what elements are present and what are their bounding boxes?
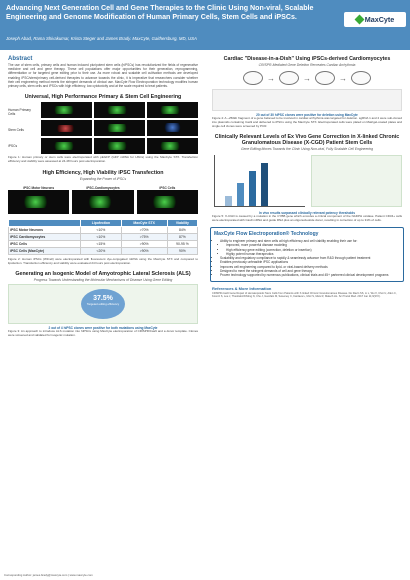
maxcyte-box-title: MaxCyte Flow Electroporation® Technology <box>214 230 319 237</box>
als-badge-sub: Targeted editing efficiency <box>86 302 120 307</box>
ipsc-panel <box>137 186 198 214</box>
als-badge-value: 37.5% <box>93 295 113 303</box>
table-row <box>9 247 198 254</box>
arrow-icon: → <box>267 73 275 83</box>
panel-label: iPSC Cells <box>159 185 176 190</box>
cgd-figure <box>208 151 406 211</box>
als-caption: Figure 3: An approach to introduce ALS mutation into hiPSCs using MaxCyte electroporation of CRISPR/Cas9 and a donor template. Clones were screened and validated for isogenic mutation. <box>8 329 198 338</box>
table-cell: >90% <box>121 240 167 247</box>
microscopy-image <box>147 102 198 118</box>
ipsc-title: High Efficiency, High Viability iPSC Transfection <box>42 169 164 176</box>
gel-image <box>212 89 402 111</box>
table-row <box>9 226 198 233</box>
poster-authors: Joseph Abad, Rama Shivakumar, Krista Steger and James Brady. MaxCyte, Gaithersburg, MD, USA <box>6 36 197 41</box>
list-item: • High efficiency gene editing (correction, deletion or insertion) <box>226 248 400 252</box>
references-title: References & More Information <box>212 285 272 291</box>
microscopy-image <box>72 190 133 214</box>
als-title: Generating an Isogenic Model of Amyotrophic Lateral Sclerosis (ALS) <box>15 271 191 278</box>
microscopy-image <box>41 102 92 118</box>
list-item: • Improves cell engineering compared to lipid- or viral-based delivery methods <box>220 265 400 269</box>
poster-title: Advancing Next Generation Cell and Gene Therapies to the Clinic Using Non-viral, Scalable Engineering and Genome Modification of Human Primary Cells, Stem Cells and iPSCs. <box>6 4 314 21</box>
cardiac-title: Cardiac "Disease-in-a-Dish" Using iPSCs-derived Cardiomyocytes <box>223 56 391 62</box>
abstract-text: The use of stem cells, primary cells and human induced pluripotent stem cells (hiPSCs) has revolutionized the fields of regenerative medicine and cell and gene therapy. These cell populations offer major opportunities for their generation, reprogramming, differentiation or for targeted gene editing prior to their use. As more robust and scalable cell cultivation methods are developed enabling iPSC/stem/primary cell-derived therapies to advance towards the clinic, it is imperative that researchers consider whether their cell engineering method meets the stringent demands of clinical use. MaxCyte Flow Electroporation technology modifies human primary cells, stem cells and iPSCs with high efficiency, low cytotoxicity and at the scale required to treat patients. <box>8 63 198 89</box>
table-cell: 87% <box>167 233 197 240</box>
ipsc-panel <box>8 186 69 214</box>
table-header-row <box>9 219 198 226</box>
logo-mark-icon <box>354 15 364 25</box>
als-figure <box>8 284 198 324</box>
right-column <box>208 54 406 298</box>
microscopy-image <box>41 120 92 136</box>
ipsc-images <box>4 184 202 216</box>
table-cell: iPSC Cells <box>9 240 81 247</box>
table-cell: iPSC Motor Neurons <box>9 226 81 233</box>
list-item: • Enables previously unfeasible iPSC applications <box>220 260 400 264</box>
maxcyte-technology-box <box>210 227 404 282</box>
arrow-icon: → <box>339 73 347 83</box>
maxcyte-logo <box>344 12 406 27</box>
table-cell: >75% <box>121 233 167 240</box>
table-header: MaxCyte STX <box>121 219 167 226</box>
cgd-image <box>311 155 403 207</box>
universal-title: Universal, High Performance Primary & Stem Cell Engineering <box>24 94 182 101</box>
ipsc-caption: Figure 2: Human iPSCs (WiCell) were electroporated with fluorescent dye-conjugated mRNA using the MaxCyte STX and compared to lipofection. Transfection efficiency and viability were evaluated 24 hours post electroporation. <box>8 256 198 265</box>
dish-icon <box>315 71 335 85</box>
table-header: Lipofection <box>81 219 121 226</box>
list-item: • Improved, more powerful disease modeling <box>226 243 400 247</box>
table-header <box>9 219 81 226</box>
ipsc-subtitle: Expanding the Power of iPSCs <box>79 176 127 181</box>
microscopy-image <box>147 120 198 136</box>
table-header: Viability <box>167 219 197 226</box>
table-row <box>9 233 198 240</box>
universal-row-labels <box>8 102 38 154</box>
table-cell: <20% <box>81 247 121 254</box>
row-label: Human Primary Cells <box>8 108 31 117</box>
table-cell: 90% <box>167 247 197 254</box>
cgd-note: In vivo results surpassed clinically relevant potency thresholds <box>258 211 355 216</box>
row-label: iPSCs <box>8 144 18 149</box>
ipsc-panel <box>72 186 133 214</box>
cardiac-caption: Figure 4: A ~250kb fragment of a gene believed to be involved in cardiac arrhythmia was targeted for deletion. sgRNA 1 and 2 were sub-cloned into plasmids containing Cas9 and delivered to iPSCs using the MaxCyte STX. Electroporated cells were plated on Matrigel-coated plates and single cell clones were screened by PCR. <box>212 116 402 128</box>
universal-caption: Figure 1: Human primary or stem cells were electroporated with pEGFP (GFP mRNA for HSCs) using the MaxCyte STX. Transfection efficiency and viability were assessed at 24-48 hours post electroporation. <box>8 155 198 164</box>
table-row <box>9 240 198 247</box>
table-cell: iPSC Cardiomyocytes <box>9 233 81 240</box>
table-cell: >70% <box>121 226 167 233</box>
list-item: • Designed to meet the stringent demands of cell and gene therapy <box>220 269 400 273</box>
logo-text: MaxCyte <box>364 15 395 24</box>
graph-bar <box>225 196 232 206</box>
row-label: Stem Cells <box>8 128 24 133</box>
microscopy-image <box>94 102 145 118</box>
poster-footer: Corresponding Author: james.brady@maxcyte.com | www.maxcyte.com <box>4 573 93 577</box>
list-item: • Scalability and regulatory compliance to rapidly & seamlessly advance from R&D through patient treatment <box>220 256 400 260</box>
graph-bar <box>261 163 268 206</box>
dish-icon <box>351 71 371 85</box>
table-cell: 84% <box>167 226 197 233</box>
microscopy-image <box>8 190 69 214</box>
als-subtitle: Progress Towards Understanding the Molecular Mechanisms of Disease Using Gene Editing <box>33 278 173 283</box>
graph-bar <box>237 183 244 206</box>
als-badge <box>81 289 125 319</box>
maxcyte-box-list <box>214 239 400 278</box>
graph-bar <box>249 171 256 207</box>
microscopy-image <box>94 120 145 136</box>
cardiac-note: 20 out of 30 hiPSC clones were positive for deletion using MaxCyte <box>256 113 358 117</box>
cgd-graph <box>214 155 305 207</box>
arrow-icon: → <box>303 73 311 83</box>
panel-label: iPSC-Cardiomyocytes <box>86 185 120 190</box>
universal-figure <box>4 100 202 156</box>
cgd-caption: Figure 5: X-CGD is caused by a mutation in the CYBB gene which encodes a critical component of the NADPH oxidase. Patient CD34+ cells were electroporated with Cas9 mRNA and guide RNA plus an oligonucleotide donor, resulting in correction of up to 31% of cells. <box>212 214 402 223</box>
ipsc-table <box>8 219 198 255</box>
dish-icon <box>243 71 263 85</box>
list-item: • Ability to engineer primary and stem cells at high efficiency and cell viability enabling their use for: <box>220 239 400 243</box>
als-note: 2 out of 4 hiPSC clones were positive for both mutations using MaxCyte <box>48 326 158 331</box>
microscopy-image <box>147 138 198 154</box>
micro-grid <box>41 102 198 154</box>
panel-label: iPSC Motor Neurons <box>23 185 55 190</box>
cardiac-subtitle: CRISPR-Mediated Gene Deletion Recreates Cardiac Arrhythmia <box>258 63 356 67</box>
cgd-title: Clinically Relevant Levels of Ex Vivo Gene Correction in X-linked Chronic Granulomatous Disease (X-CGD) Patient Stem Cells <box>214 134 400 147</box>
list-item: • Proven technology supported by numerous publications, clinical trials and 45+ partnered clinical development programs <box>220 273 400 277</box>
poster-header <box>0 0 410 50</box>
dish-icon <box>279 71 299 85</box>
left-column <box>4 54 202 338</box>
list-item: • Highly potent human therapeutics <box>226 252 400 256</box>
microscopy-image <box>41 138 92 154</box>
table-cell: <10% <box>81 233 121 240</box>
table-cell: 90-95 % <box>167 240 197 247</box>
cardiac-flow <box>208 71 406 85</box>
table-cell: <15% <box>81 240 121 247</box>
table-cell: iPSC Cells (MaxCyte) <box>9 247 81 254</box>
cgd-subtitle: Gene Editing Moves Towards the Clinic Using Non-viral, Fully Scalable Cell Engineering <box>241 147 373 152</box>
table-cell: >90% <box>121 247 167 254</box>
abstract-heading: Abstract <box>8 56 33 62</box>
table-cell: <10% <box>81 226 121 233</box>
microscopy-image <box>137 190 198 214</box>
microscopy-image <box>94 138 145 154</box>
references-text: CRISPR-Cas9 Gene Repair of Hematopoietic Stem Cells from Patients with X-linked Chronic Granulomatous Disease. De Ravin SS, Li L, Wu X, Choi U, Allen C, Koontz S, Lee J, Theobald-Whiting N, Chu J, Garofalo M, Sweeney C, Kardava L, Moir S, Meis R, Malech HL. Sci Transl Med. 2017 Jan 11;9(372). <box>212 291 397 298</box>
